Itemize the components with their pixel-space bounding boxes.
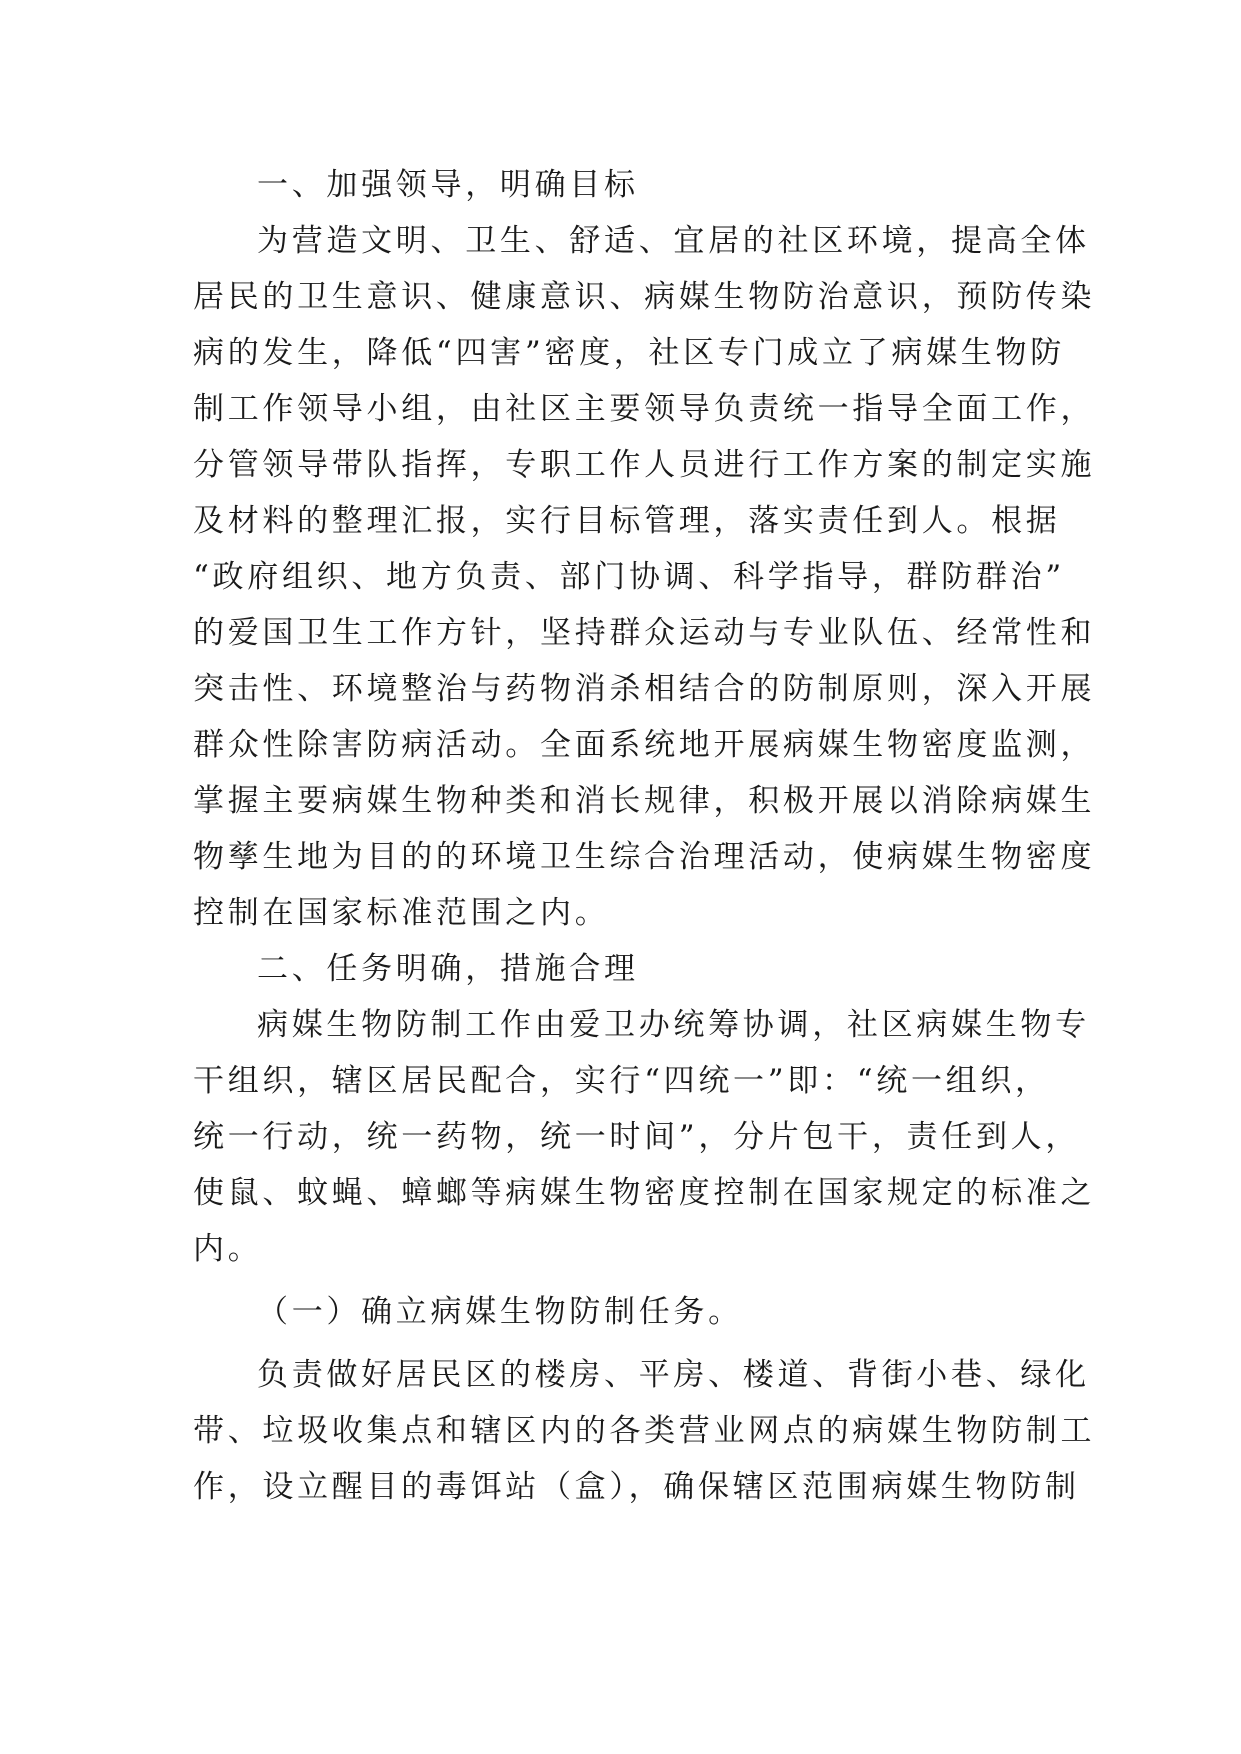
paragraph-line: 分管领导带队指挥，专职工作人员进行工作方案的制定实施 xyxy=(193,447,1096,483)
paragraph-line: 干组织，辖区居民配合，实行“四统一”即：“统一组织， xyxy=(193,1063,1050,1099)
paragraph-line: 负责做好居民区的楼房、平房、楼道、背街小巷、绿化 xyxy=(257,1357,1090,1393)
paragraph-line: 居民的卫生意识、健康意识、病媒生物防治意识，预防传染 xyxy=(193,279,1096,315)
paragraph-line: 使鼠、蚊蝇、蟑螂等病媒生物密度控制在国家规定的标准之 xyxy=(193,1175,1096,1211)
section-heading-2: 二、任务明确，措施合理 xyxy=(257,951,639,987)
paragraph-line: 内。 xyxy=(193,1231,263,1267)
paragraph-line: 物孳生地为目的的环境卫生综合治理活动，使病媒生物密度 xyxy=(193,839,1096,875)
paragraph-line: 为营造文明、卫生、舒适、宜居的社区环境，提高全体 xyxy=(257,223,1090,259)
section-heading-1: 一、加强领导，明确目标 xyxy=(257,167,639,203)
subsection-heading-1: （一）确立病媒生物防制任务。 xyxy=(257,1294,743,1330)
paragraph-line: 病媒生物防制工作由爱卫办统筹协调，社区病媒生物专 xyxy=(257,1007,1090,1043)
paragraph-line: 病的发生，降低“四害”密度，社区专门成立了病媒生物防 xyxy=(193,335,1065,371)
paragraph-line: 群众性除害防病活动。全面系统地开展病媒生物密度监测， xyxy=(193,727,1096,763)
paragraph-line: 及材料的整理汇报，实行目标管理，落实责任到人。根据 xyxy=(193,503,1061,539)
paragraph-line: 统一行动，统一药物，统一时间”，分片包干，责任到人， xyxy=(193,1119,1081,1155)
paragraph-line: 的爱国卫生工作方针，坚持群众运动与专业队伍、经常性和 xyxy=(193,615,1096,651)
paragraph-line: 突击性、环境整治与药物消杀相结合的防制原则，深入开展 xyxy=(193,671,1096,707)
paragraph-line: 制工作领导小组，由社区主要领导负责统一指导全面工作， xyxy=(193,391,1096,427)
paragraph-line: 控制在国家标准范围之内。 xyxy=(193,895,610,931)
paragraph-line: 掌握主要病媒生物种类和消长规律，积极开展以消除病媒生 xyxy=(193,783,1096,819)
paragraph-line: “政府组织、地方负责、部门协调、科学指导，群防群治” xyxy=(193,559,1065,595)
paragraph-line: 带、垃圾收集点和辖区内的各类营业网点的病媒生物防制工 xyxy=(193,1413,1096,1449)
paragraph-line: 作，设立醒目的毒饵站（盒），确保辖区范围病媒生物防制 xyxy=(193,1469,1080,1505)
